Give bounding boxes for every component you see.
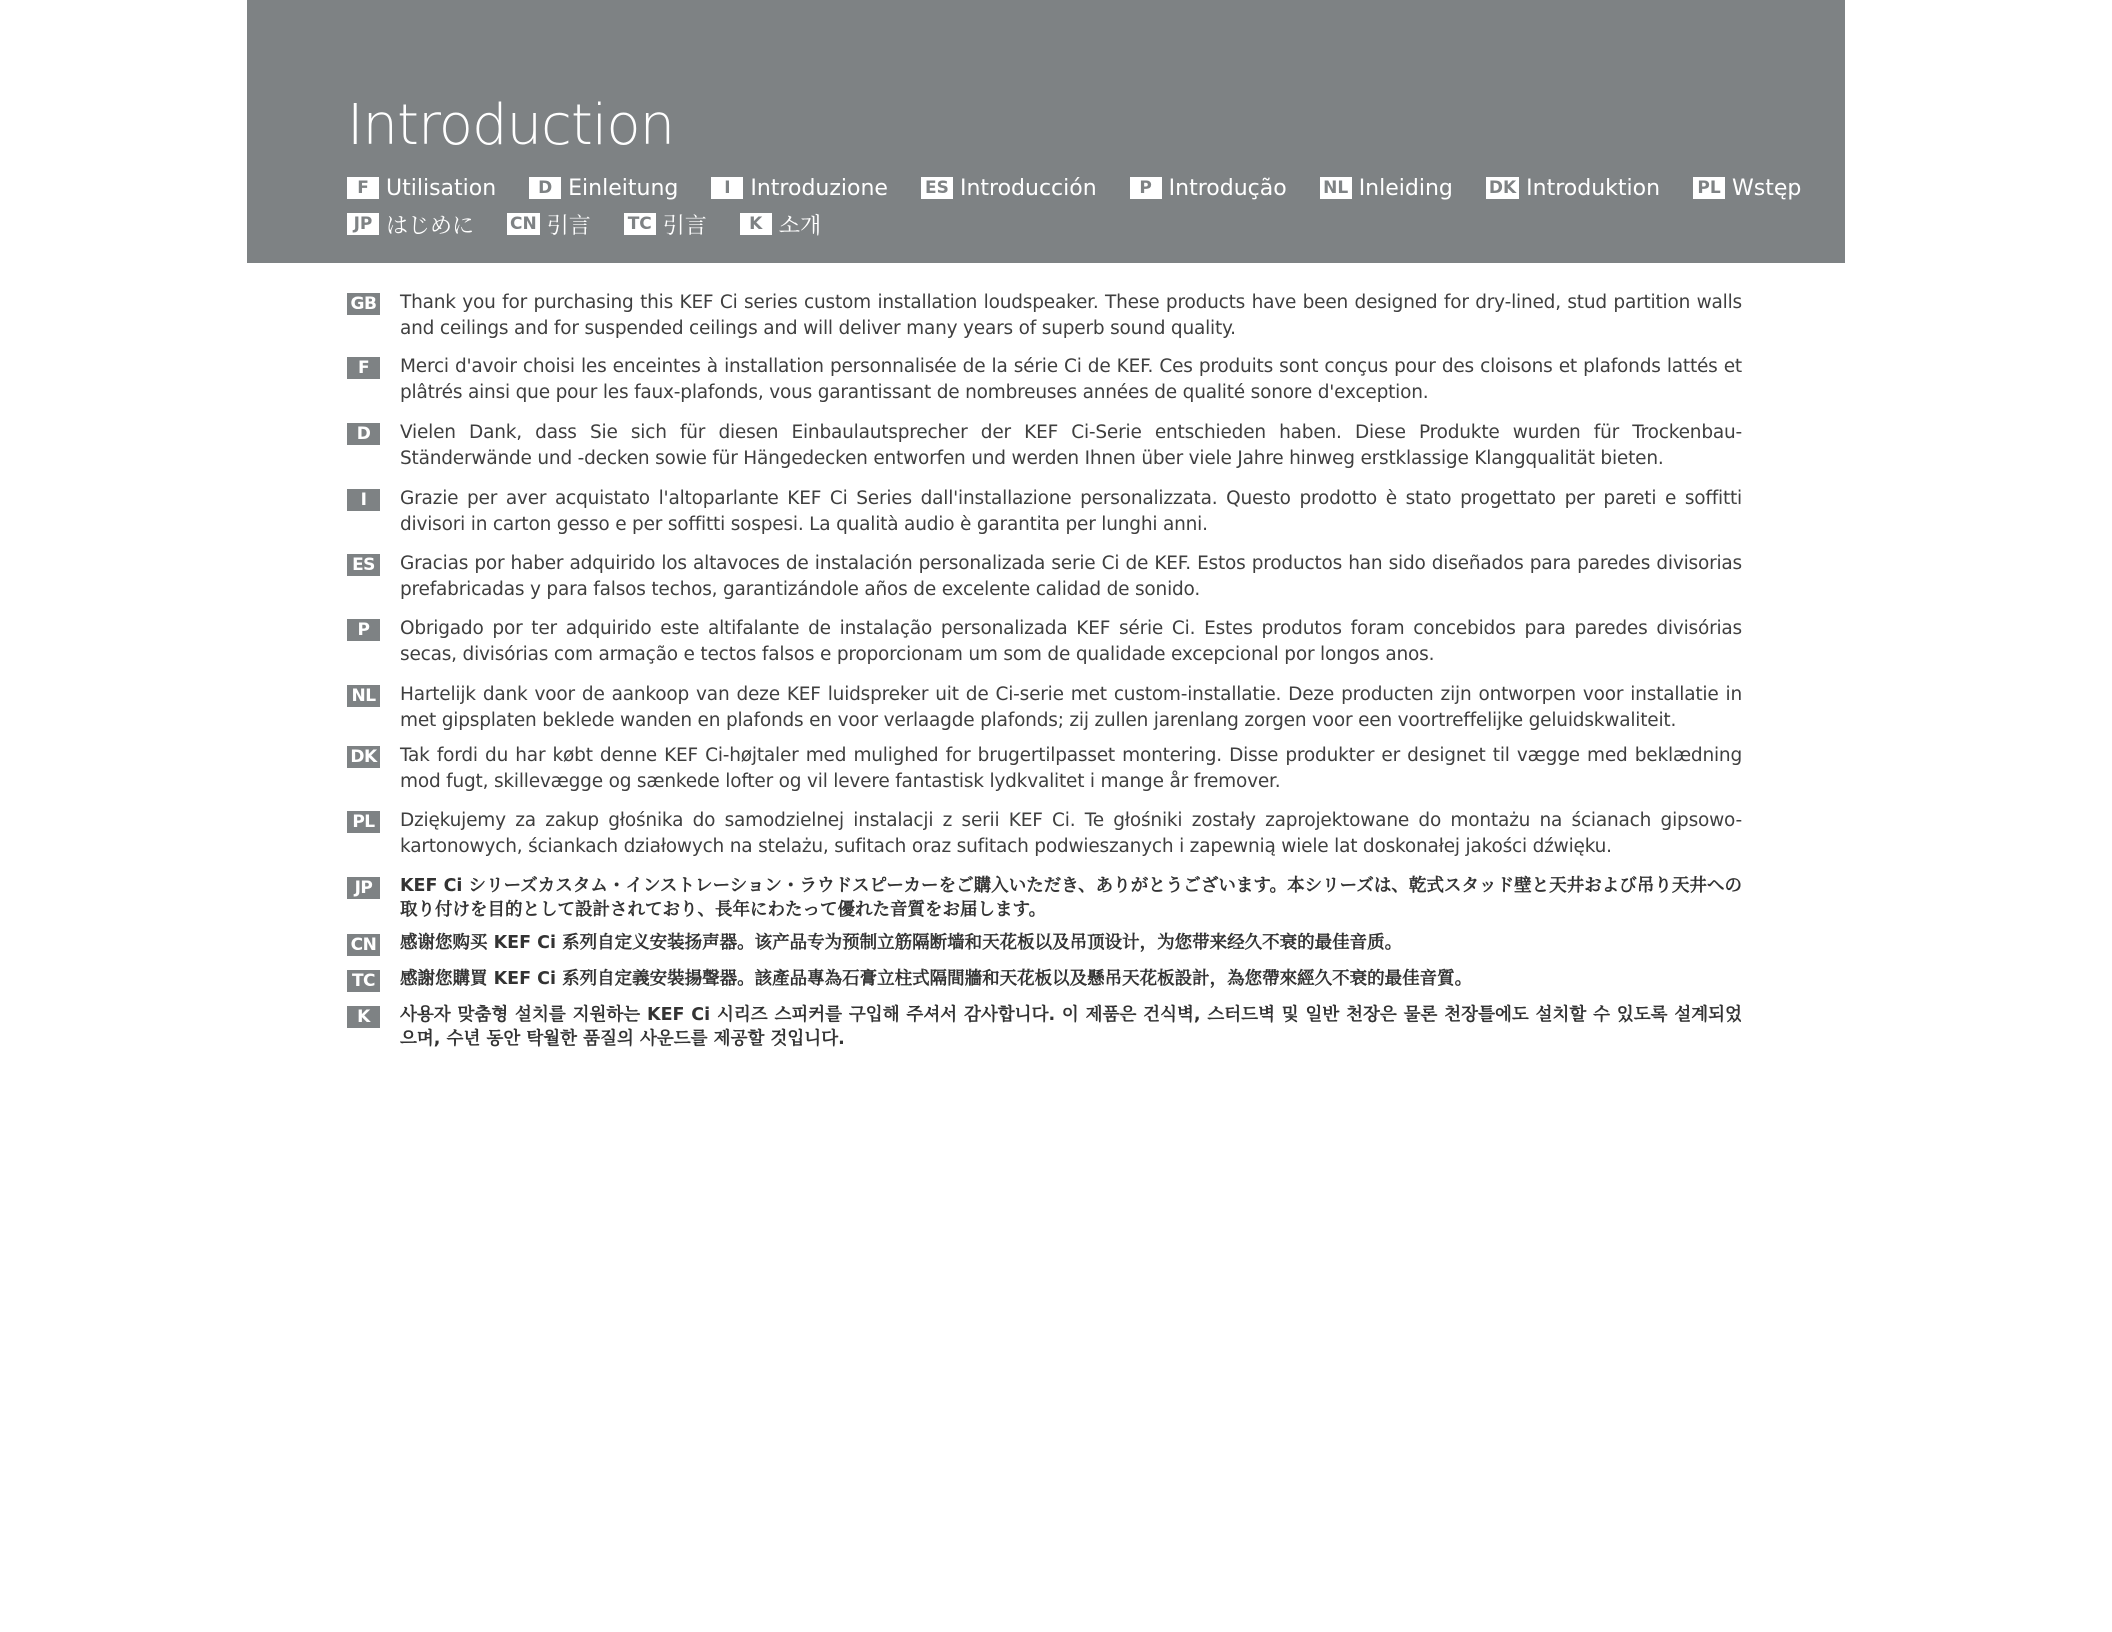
language-code-badge: I bbox=[347, 489, 380, 511]
paragraph-text: 感謝您購買 KEF Ci 系列自定義安裝揚聲器。該產品專為石膏立柱式隔間牆和天花板以及懸吊天花板設計，為您帶來經久不衰的最佳音質。 bbox=[400, 969, 1473, 989]
paragraph-d bbox=[347, 420, 1742, 486]
paragraph-k bbox=[347, 1003, 1742, 1063]
language-code-badge: CN bbox=[347, 934, 380, 956]
language-tab-f[interactable] bbox=[347, 176, 496, 201]
language-code-badge: GB bbox=[347, 293, 380, 315]
language-tab-k[interactable] bbox=[740, 209, 822, 240]
language-tabs-row-2 bbox=[347, 210, 854, 238]
language-code-badge: DK bbox=[347, 746, 380, 768]
language-code-badge: PL bbox=[347, 811, 380, 833]
language-tab-cn[interactable] bbox=[507, 209, 591, 240]
paragraph-text: Thank you for purchasing this KEF Ci series custom installation loudspeaker. These products have been designed for dry-lined, stud partition walls and ceilings and for suspended ceilings and will deliver many years of superb sound quality. bbox=[400, 292, 1742, 339]
language-tab-label: Inleiding bbox=[1358, 175, 1453, 201]
paragraph-cn bbox=[347, 931, 1742, 967]
paragraph-jp bbox=[347, 874, 1742, 931]
paragraph-es bbox=[347, 551, 1742, 616]
language-code-badge: ES bbox=[921, 177, 953, 199]
language-code-badge: K bbox=[740, 213, 772, 235]
language-code-badge: D bbox=[529, 177, 561, 199]
language-code-badge: D bbox=[347, 423, 380, 445]
language-tab-pl[interactable] bbox=[1693, 176, 1801, 201]
language-tab-dk[interactable] bbox=[1486, 176, 1660, 201]
language-tab-label: Introduktion bbox=[1526, 175, 1661, 201]
paragraph-p bbox=[347, 616, 1742, 682]
language-tab-label: Einleitung bbox=[568, 175, 679, 201]
paragraph-text: Vielen Dank, dass Sie sich für diesen Einbaulautsprecher der KEF Ci-Serie entschieden haben. Diese Produkte wurden für Trockenbau-Ständerwände und -decken sowie für Hängedecken entworfen und werden Ihnen über viele Jahre hinweg erstklassige Klangqualität bieten. bbox=[400, 422, 1742, 469]
language-tab-i[interactable] bbox=[711, 176, 888, 201]
language-code-badge: JP bbox=[347, 877, 380, 899]
language-code-badge: F bbox=[347, 357, 380, 379]
language-code-badge: F bbox=[347, 177, 379, 199]
language-tab-es[interactable] bbox=[921, 176, 1097, 201]
language-tab-p[interactable] bbox=[1130, 176, 1287, 201]
paragraph-gb bbox=[347, 290, 1742, 354]
language-tab-jp[interactable] bbox=[347, 209, 474, 240]
paragraph-text: Hartelijk dank voor de aankoop van deze KEF luidspreker uit de Ci-serie met custom-installatie. Deze producten zijn ontworpen voor installatie in met gipsplaten beklede wanden en plafonds en voor verlaagde plafonds; zij zullen jarenlang zorgen voor een voortreffelijke geluidskwaliteit. bbox=[400, 684, 1742, 731]
paragraph-text: Gracias por haber adquirido los altavoces de instalación personalizada serie Ci de KEF. Estos productos han sido diseñados para paredes divisorias prefabricadas y para falsos techos, garantizándole años de excelente calidad de sonido. bbox=[400, 553, 1742, 600]
language-code-badge: TC bbox=[347, 970, 380, 992]
paragraph-text: 感谢您购买 KEF Ci 系列自定义安装扬声器。该产品专为预制立筋隔断墙和天花板以及吊顶设计，为您带来经久不衰的最佳音质。 bbox=[400, 933, 1403, 953]
paragraph-i bbox=[347, 486, 1742, 551]
language-code-badge: K bbox=[347, 1006, 380, 1028]
language-tab-label: はじめに bbox=[386, 213, 475, 239]
language-tab-label: Utilisation bbox=[386, 175, 497, 201]
page-title: Introduction bbox=[347, 93, 675, 158]
paragraph-text: Tak fordi du har købt denne KEF Ci-højtaler med mulighed for brugertilpasset montering. Disse produkter er designet til vægge med beklædning mod fugt, skillevægge og sænkede lofter og vil levere fantastisk lydkvalitet i mange år fremover. bbox=[400, 745, 1742, 792]
language-code-badge: ES bbox=[347, 554, 380, 576]
language-tabs-row-1 bbox=[347, 174, 1834, 202]
paragraph-text: KEF Ci シリーズカスタム・インストレーション・ラウドスピーカーをご購入いただき、ありがとうございます。本シリーズは、乾式スタッド壁と天井および吊り天井への取り付けを目的として設計されており、長年にわたって優れた音質をお届します。 bbox=[400, 876, 1742, 920]
paragraph-dk bbox=[347, 743, 1742, 808]
paragraph-tc bbox=[347, 967, 1742, 1003]
language-tab-tc[interactable] bbox=[624, 209, 707, 240]
language-code-badge: P bbox=[1130, 177, 1162, 199]
header-banner bbox=[247, 0, 1845, 263]
language-tab-label: 引言 bbox=[662, 213, 707, 239]
language-tab-label: 소개 bbox=[778, 213, 822, 239]
language-code-badge: I bbox=[711, 177, 743, 199]
language-tab-label: Introducción bbox=[959, 175, 1097, 201]
language-tab-nl[interactable] bbox=[1320, 176, 1453, 201]
language-code-badge: TC bbox=[624, 213, 656, 235]
language-tab-label: Wstęp bbox=[1732, 175, 1802, 201]
paragraph-text: 사용자 맞춤형 설치를 지원하는 KEF Ci 시리즈 스피커를 구입해 주셔서 감사합니다. 이 제품은 건식벽, 스터드벽 및 일반 천장은 물론 천장틀에도 설치할 수 있도록 설계되었으며, 수년 동안 탁월한 품질의 사운드를 제공할 것입니다. bbox=[400, 1005, 1742, 1049]
language-code-badge: DK bbox=[1486, 177, 1519, 199]
paragraph-text: Dziękujemy za zakup głośnika do samodzielnej instalacji z serii KEF Ci. Te głośniki zostały zaprojektowane do montażu na ścianach gipsowo-kartonowych, ściankach działowych na stelażu, sufitach oraz sufitach podwieszanych i zapewnią wiele lat doskonałej jakości dźwięku. bbox=[400, 810, 1742, 857]
language-tab-label: Introdução bbox=[1168, 175, 1287, 201]
language-code-badge: CN bbox=[507, 213, 540, 235]
intro-paragraphs bbox=[347, 290, 1742, 1063]
language-code-badge: NL bbox=[347, 685, 380, 707]
paragraph-text: Merci d'avoir choisi les enceintes à installation personnalisée de la série Ci de KEF. Ces produits sont conçus pour des cloisons et plafonds lattés et plâtrés ainsi que pour les faux-plafonds, vous garantissant de nombreuses années de qualité sonore d'exception. bbox=[400, 356, 1742, 403]
language-tab-label: 引言 bbox=[546, 213, 591, 239]
language-code-badge: JP bbox=[347, 213, 379, 235]
paragraph-f bbox=[347, 354, 1742, 420]
language-code-badge: NL bbox=[1320, 177, 1352, 199]
paragraph-pl bbox=[347, 808, 1742, 874]
language-tab-d[interactable] bbox=[529, 176, 678, 201]
paragraph-text: Grazie per aver acquistato l'altoparlante KEF Ci Series dall'installazione personalizzata. Questo prodotto è stato progettato per pareti e soffitti divisori in carton gesso e per soffitti sospesi. La qualità audio è garantita per lunghi anni. bbox=[400, 488, 1742, 535]
language-code-badge: PL bbox=[1693, 177, 1725, 199]
paragraph-nl bbox=[347, 682, 1742, 743]
language-tab-label: Introduzione bbox=[750, 175, 888, 201]
paragraph-text: Obrigado por ter adquirido este altifalante de instalação personalizada KEF série Ci. Estes produtos foram concebidos para paredes divisórias secas, divisórias com armação e tectos falsos e proporcionam um som de qualidade excepcional por longos anos. bbox=[400, 618, 1742, 665]
language-code-badge: P bbox=[347, 619, 380, 641]
